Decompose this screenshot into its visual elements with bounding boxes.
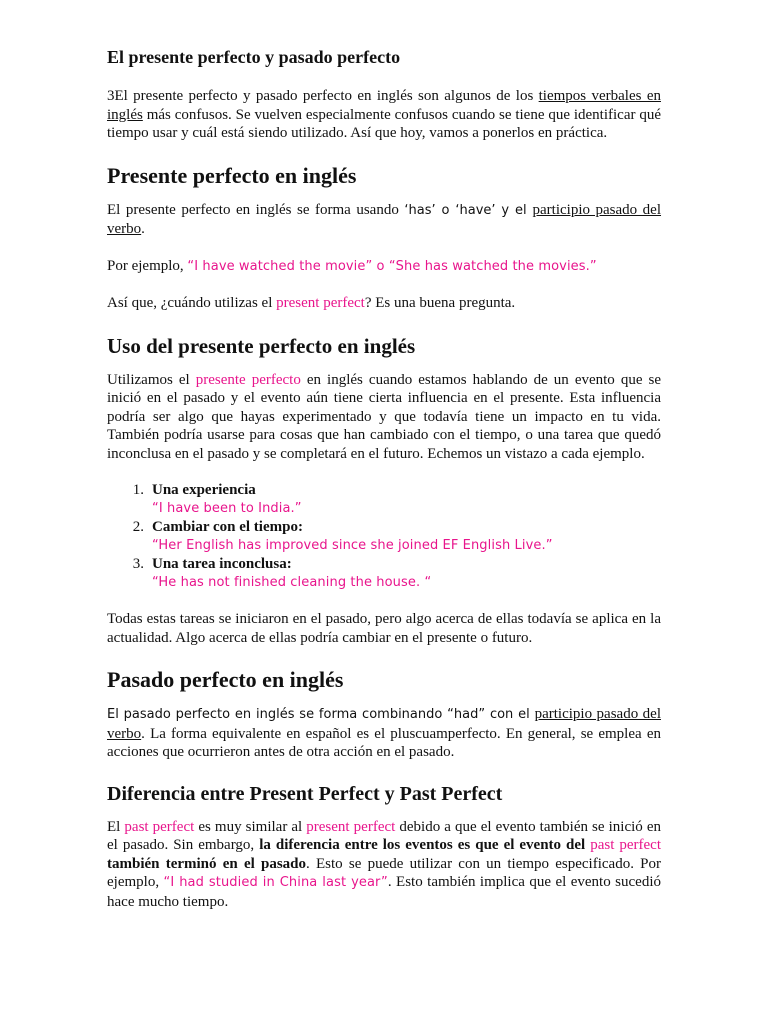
text: Por ejemplo, (107, 257, 188, 274)
bold-text: la diferencia entre los eventos es que el evento del (259, 837, 591, 853)
has-have-text: ‘has’ o ‘have’ y el (404, 202, 533, 218)
text: . La forma equivalente en español es el pluscuamperfecto. En general, se emplea en acciones que ocurrieron antes de otra acción en el pasado. (107, 725, 661, 760)
past-perfect-term: past perfect (124, 818, 195, 835)
list-item-example: “He has not finished cleaning the house. “ (152, 575, 432, 590)
text: . Esto también implica que el evento sucedió hace mucho tiempo. (107, 874, 661, 910)
heading-difference: Diferencia entre Present Perfect y Past Perfect (107, 782, 503, 805)
text: . Esto se puede utilizar con un tiempo especificado. Por ejemplo, (107, 855, 661, 890)
heading-present-perfect: Presente perfecto en inglés (107, 162, 357, 188)
list-item-label: Cambiar con el tiempo: (152, 519, 303, 535)
document-title: El presente perfecto y pasado perfecto (107, 47, 401, 67)
list-item-example: “Her English has improved since she joined EF English Live.” (152, 538, 553, 553)
list-item (107, 518, 661, 555)
text: debido a que el evento también se inició en el pasado. Sin embargo, (107, 818, 661, 853)
list-item-body (152, 518, 661, 555)
usage-summary: Todas estas tareas se iniciaron en el pasado, pero algo acerca de ellas todavía se aplica en la actualidad. Algo acerca de ellas podría cambiar en el presente o futuro. (107, 611, 661, 646)
present-perfect-question (107, 294, 661, 313)
list-item-label: Una tarea inconclusa: (152, 556, 292, 572)
list-item-body (152, 481, 661, 518)
heading-past-perfect: Pasado perfecto en inglés (107, 667, 344, 692)
past-perfect-term-2: past perfect (590, 837, 662, 853)
list-item-example: “I have been to India.” (152, 501, 302, 516)
present-perfect-formation (107, 201, 661, 239)
text: Así que, ¿cuándo utilizas el (107, 295, 277, 311)
verb-tenses-link[interactable]: tiempos verbales en inglés (107, 88, 661, 123)
intro-paragraph (107, 87, 661, 143)
text: es muy similar al (194, 818, 307, 835)
list-item-body (152, 555, 661, 592)
text: El presente perfecto en inglés se forma usando (107, 201, 405, 218)
list-item-label: Una experiencia (152, 482, 256, 498)
present-perfect-term-2: present perfect (306, 818, 396, 835)
text: . (141, 221, 145, 237)
text: El pasado perfecto en inglés se forma combinando “had” con el (107, 707, 535, 722)
china-example: “I had studied in China last year” (163, 875, 388, 890)
heading-usage: Uso del presente perfecto en inglés (107, 333, 416, 358)
list-number: 1. (132, 482, 144, 498)
usage-paragraph (107, 371, 661, 464)
intro-text: 3El presente perfecto y pasado perfecto en inglés son algunos de los (107, 88, 539, 104)
difference-paragraph (107, 818, 661, 912)
text: Utilizamos el (107, 371, 196, 388)
text: ? Es una buena pregunta. (364, 295, 516, 311)
text: en inglés cuando estamos hablando de un evento que se inició en el pasado y el evento aún tiene cierta influencia en el presente. Esta influencia podría ser algo que hayas experimentado y que todavía tiene un impacto en tu vida. También podría usarse para cosas que han cambiado con el tiempo, o una tarea que quedó inconclusa en el pasado y se completará en el futuro. Echemos un vistazo a cada ejemplo. (107, 371, 662, 462)
present-perfect-term: present perfect (276, 295, 365, 311)
participle-link[interactable]: participio pasado del verbo (107, 201, 662, 237)
bold-text-2: también terminó en el pasado (107, 855, 307, 872)
list-number: 3. (132, 556, 144, 572)
present-perfect-example (107, 257, 661, 277)
presente-perfecto-term: presente perfecto (195, 371, 301, 388)
text: El (107, 818, 125, 835)
list-item (107, 555, 661, 592)
past-perfect-paragraph (107, 705, 661, 762)
list-number: 2. (132, 519, 144, 535)
list-item (107, 481, 661, 518)
usage-examples-list (107, 481, 661, 592)
example-quote: “I have watched the movie” o “She has watched the movies.” (187, 258, 597, 274)
intro-text-end: más confusos. Se vuelven especialmente confusos cuando se tiene que identificar qué tiempo usar y cuál está siendo utilizado. Así que hoy, vamos a ponerlos en práctica. (107, 106, 661, 141)
participle-link-2[interactable]: participio pasado del verbo (107, 706, 661, 742)
